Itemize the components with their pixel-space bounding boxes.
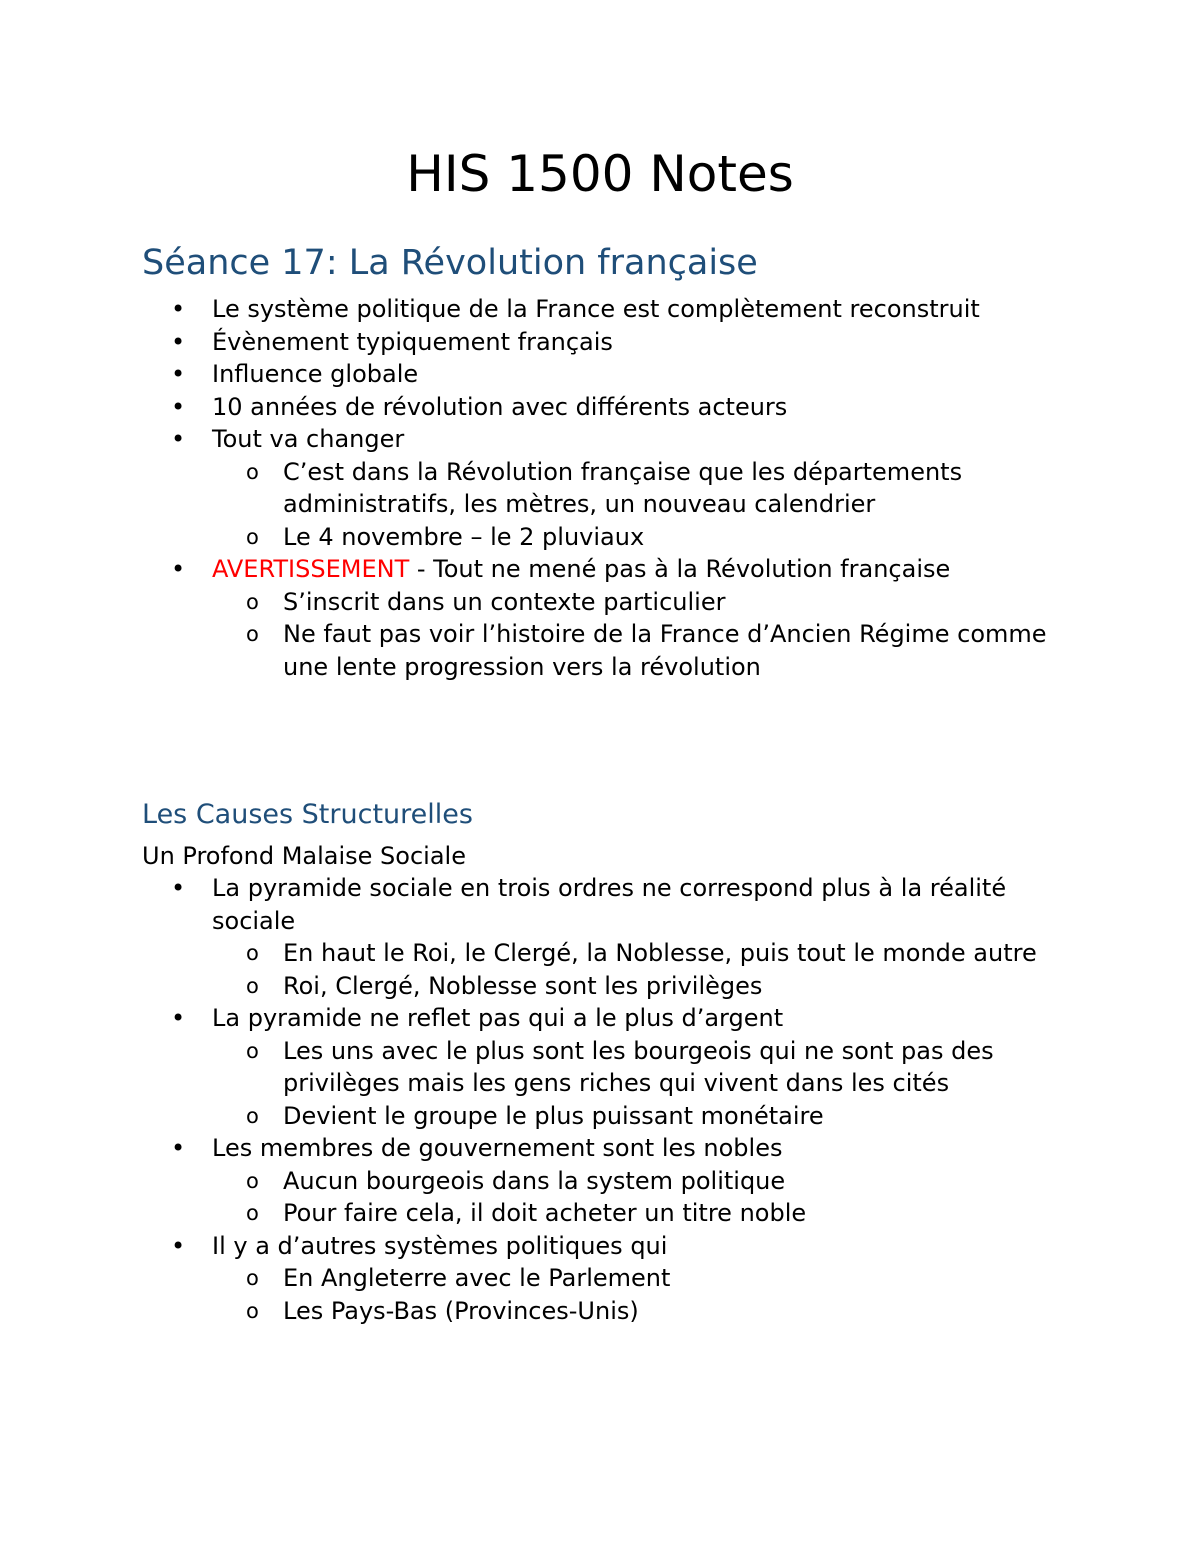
list-item-text: Tout va changer [212, 425, 405, 453]
sub-bullet-marker: o [246, 589, 259, 614]
bullet-marker: • [171, 327, 186, 356]
sub-bullet-marker: o [246, 622, 259, 646]
list-item [142, 1132, 1082, 1165]
list-item-text: La pyramide ne reflet pas qui a le plus d’argent [212, 1004, 784, 1032]
section-2-list [142, 872, 1082, 1327]
list-item [142, 553, 1082, 586]
bullet-marker: • [171, 1004, 186, 1032]
sub-bullet-marker: o [246, 973, 259, 998]
section-1-list [142, 293, 1082, 683]
bullet-marker: • [171, 1231, 186, 1260]
sub-bullet-marker: o [246, 1103, 259, 1128]
sub-list-item [142, 1197, 1082, 1230]
sub-bullet-marker: o [246, 1266, 259, 1290]
list-item-text: S’inscrit dans un contexte particulier [283, 587, 726, 616]
sub-list-item [142, 970, 1082, 1003]
list-item-text: Le 4 novembre – le 2 pluviaux [283, 522, 645, 551]
sub-list-item [142, 1100, 1082, 1133]
sub-bullet-marker: o [246, 1038, 259, 1063]
list-item [142, 391, 1082, 424]
list-item-text: Le système politique de la France est complètement reconstruit [212, 295, 980, 323]
list-item [142, 872, 1082, 937]
bullet-marker: • [171, 1134, 186, 1162]
list-item-text: Il y a d’autres systèmes politiques qui [212, 1231, 668, 1260]
list-item-text: Roi, Clergé, Noblesse sont les privilèges [283, 971, 763, 1000]
list-item [142, 1002, 1082, 1035]
list-item-text: 10 années de révolution avec différents acteurs [212, 392, 788, 421]
list-item-text: C’est dans la Révolution française que les départements administratifs, les mètres, un nouveau calendrier [283, 457, 963, 518]
list-item [142, 326, 1082, 359]
list-item-text: Influence globale [212, 360, 419, 388]
sub-list-item [142, 456, 1082, 521]
list-item-text: - Tout ne mené pas à la Révolution française [409, 555, 951, 583]
section-heading-seance-17: Séance 17: La Révolution française [142, 243, 758, 283]
list-item-text: Ne faut pas voir l’histoire de la France d’Ancien Régime comme une lente progression vers la révolution [283, 620, 1047, 681]
list-item [142, 293, 1082, 326]
bullet-marker: • [171, 360, 186, 388]
list-item-text: Les uns avec le plus sont les bourgeois qui ne sont pas des privilèges mais les gens riches qui vivent dans les cités [283, 1036, 994, 1097]
bullet-marker: • [171, 874, 186, 902]
document-title: HIS 1500 Notes [406, 145, 794, 203]
sub-bullet-marker: o [246, 459, 259, 484]
sub-list-item [142, 937, 1082, 970]
sub-list-item [142, 521, 1082, 554]
sub-list-item [142, 1262, 1082, 1295]
subheading-malaise-sociale: Un Profond Malaise Sociale [142, 842, 466, 870]
list-item [142, 423, 1082, 456]
sub-list-item [142, 586, 1082, 619]
list-item-text: La pyramide sociale en trois ordres ne correspond plus à la réalité sociale [212, 874, 1007, 935]
sub-list-item [142, 1295, 1082, 1328]
sub-bullet-marker: o [246, 1201, 259, 1225]
list-item-text: Pour faire cela, il doit acheter un titre noble [283, 1199, 807, 1227]
sub-list-item [142, 1165, 1082, 1198]
list-item [142, 358, 1082, 391]
sub-bullet-marker: o [246, 1298, 259, 1323]
warning-label: AVERTISSEMENT [212, 555, 410, 583]
list-item [142, 1230, 1082, 1263]
list-item-text: Les Pays-Bas (Provinces-Unis) [283, 1296, 639, 1325]
list-item-text: Évènement typiquement français [212, 327, 613, 356]
bullet-marker: • [171, 555, 186, 583]
sub-bullet-marker: o [246, 941, 259, 965]
bullet-marker: • [171, 392, 186, 421]
list-item-text: Les membres de gouvernement sont les nobles [212, 1134, 783, 1162]
section-heading-causes-structurelles: Les Causes Structurelles [142, 799, 473, 830]
list-item-text: Devient le groupe le plus puissant monétaire [283, 1101, 824, 1130]
sub-bullet-marker: o [246, 1168, 259, 1193]
list-item-text: En Angleterre avec le Parlement [283, 1264, 671, 1292]
bullet-marker: • [171, 425, 186, 453]
list-item-text: En haut le Roi, le Clergé, la Noblesse, puis tout le monde autre [283, 939, 1037, 967]
list-item-text: Aucun bourgeois dans la system politique [283, 1166, 786, 1195]
bullet-marker: • [171, 295, 186, 323]
sub-list-item [142, 1035, 1082, 1100]
sub-bullet-marker: o [246, 524, 259, 549]
sub-list-item [142, 618, 1082, 683]
